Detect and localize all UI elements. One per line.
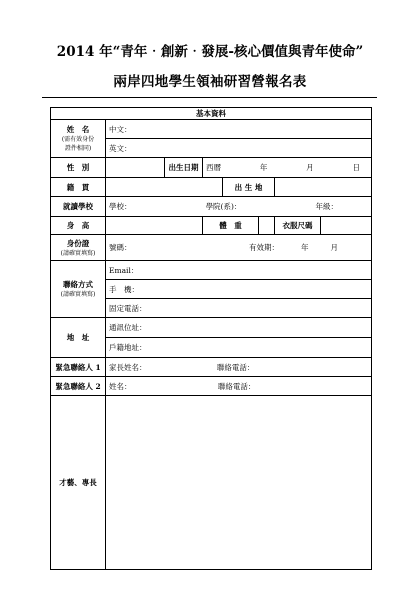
birthplace-field[interactable]	[275, 178, 372, 197]
native-label: 籍 貫	[51, 178, 106, 197]
size-label: 衣服尺碼	[275, 217, 321, 235]
phone-field[interactable]: 固定電話：	[106, 299, 372, 318]
dob-prefix: 西曆	[206, 163, 221, 172]
emergency1-phone: 聯絡電話：	[216, 362, 255, 372]
id-label-cell	[51, 235, 106, 261]
dob-year: 年	[259, 163, 268, 172]
school-faculty: 學院(系)：	[205, 202, 242, 211]
emergency2-field[interactable]	[106, 377, 372, 396]
size-field[interactable]	[321, 217, 372, 235]
name-chinese-field[interactable]: 中文：	[106, 120, 372, 139]
native-field[interactable]	[106, 178, 223, 197]
id-valid: 有效期：	[249, 243, 279, 252]
mobile-field[interactable]: 手 機：	[106, 280, 372, 299]
contact-label-cell	[51, 261, 106, 318]
emergency2-label: 緊急聯絡人 2	[51, 377, 106, 396]
dob-label: 出生日期	[165, 158, 203, 178]
emergency1-field[interactable]	[106, 358, 372, 377]
id-field[interactable]	[106, 235, 372, 261]
dob-month: 月	[306, 163, 314, 172]
talent-field[interactable]	[106, 396, 372, 570]
household-address-field[interactable]: 戶籍地址：	[106, 338, 372, 358]
name-note-2: 證件相同)	[64, 145, 92, 152]
contact-note: (請確實填寫)	[60, 291, 96, 298]
gender-field[interactable]	[106, 158, 165, 178]
section-title: 基本資料	[51, 108, 372, 120]
form-title: 2014 年“青年‧創新‧發展-核心價值與青年使命”	[56, 44, 364, 60]
address-label: 地 址	[51, 318, 106, 358]
gender-label: 性 別	[51, 158, 106, 178]
id-label: 身份證	[66, 238, 90, 248]
id-year: 年	[301, 243, 309, 252]
contact-label: 聯絡方式	[63, 280, 93, 289]
height-label: 身 高	[51, 217, 106, 235]
id-note: (請確實填寫)	[60, 249, 96, 257]
emergency1-label: 緊急聯絡人 1	[51, 358, 106, 377]
name-label: 姓 名	[66, 125, 90, 134]
name-label-cell	[51, 120, 106, 158]
name-english-field[interactable]: 英文：	[106, 139, 372, 158]
id-number: 號碼：	[109, 243, 132, 252]
talent-label: 才藝、專長	[51, 396, 106, 570]
weight-label: 體 重	[203, 217, 259, 235]
title-divider	[42, 97, 377, 98]
email-field[interactable]: Email：	[106, 261, 372, 280]
school-name: 學校：	[109, 202, 132, 211]
school-field[interactable]	[106, 197, 372, 217]
school-grade: 年級：	[315, 202, 338, 211]
height-field[interactable]	[106, 217, 203, 235]
name-note-1: (需有效身份	[61, 136, 95, 143]
birthplace-label: 出 生 地	[223, 178, 275, 197]
form-subtitle: 兩岸四地學生領袖研習營報名表	[113, 74, 307, 90]
emergency2-phone: 聯絡電話：	[217, 381, 256, 391]
dob-field[interactable]	[203, 158, 372, 178]
registration-form	[50, 107, 372, 570]
school-label: 就讀學校	[51, 197, 106, 217]
emergency2-name: 姓名：	[109, 381, 132, 391]
dob-day: 日	[352, 163, 360, 172]
weight-field[interactable]	[259, 217, 275, 235]
mail-address-field[interactable]: 通訊位址：	[106, 318, 372, 338]
id-month: 月	[330, 243, 338, 252]
emergency1-name: 家長姓名：	[109, 362, 147, 372]
